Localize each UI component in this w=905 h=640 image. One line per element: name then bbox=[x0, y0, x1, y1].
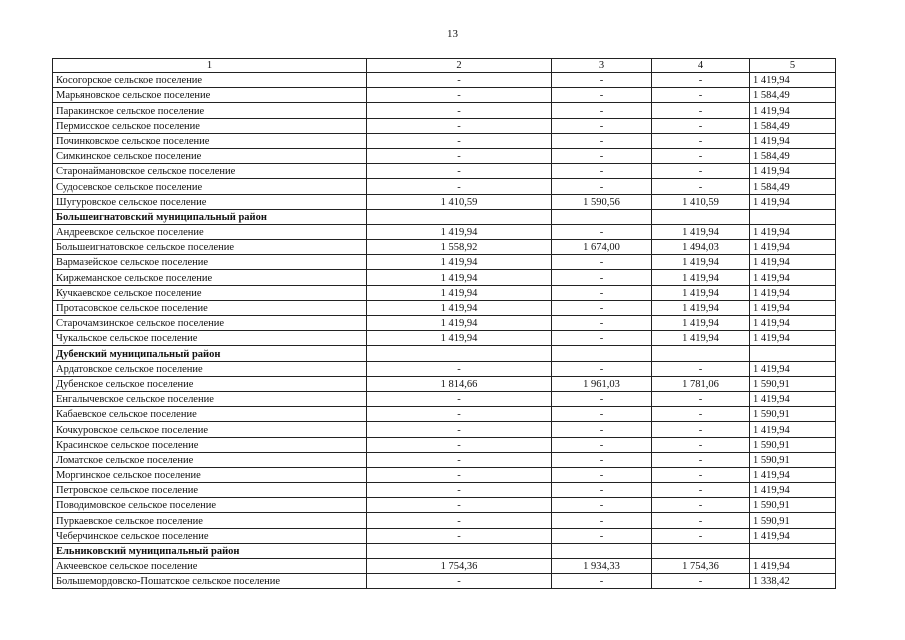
value-col-3-cell: - bbox=[552, 88, 652, 103]
value-col-3-cell: - bbox=[552, 513, 652, 528]
value-col-5-cell: 1 584,49 bbox=[750, 118, 836, 133]
settlement-name-cell: Андреевское сельское поселение bbox=[53, 224, 367, 239]
settlement-name-cell: Косогорское сельское поселение bbox=[53, 73, 367, 88]
column-header-5: 5 bbox=[750, 59, 836, 73]
settlement-name-cell: Судосевское сельское поселение bbox=[53, 179, 367, 194]
value-col-4-cell: - bbox=[652, 422, 750, 437]
table-row bbox=[53, 376, 836, 391]
value-col-5-cell bbox=[750, 346, 836, 361]
table-row bbox=[53, 559, 836, 574]
value-col-4-cell bbox=[652, 209, 750, 224]
settlement-name-cell: Пермисское сельское поселение bbox=[53, 118, 367, 133]
value-col-2-cell: - bbox=[367, 483, 552, 498]
value-col-2-cell: - bbox=[367, 148, 552, 163]
table-row bbox=[53, 270, 836, 285]
value-col-4-cell: - bbox=[652, 103, 750, 118]
district-header-row bbox=[53, 543, 836, 558]
value-col-3-cell: - bbox=[552, 331, 652, 346]
value-col-3-cell bbox=[552, 346, 652, 361]
value-col-5-cell: 1 419,94 bbox=[750, 316, 836, 331]
value-col-5-cell: 1 338,42 bbox=[750, 574, 836, 589]
value-col-2-cell: 1 558,92 bbox=[367, 240, 552, 255]
table-row bbox=[53, 194, 836, 209]
value-col-5-cell: 1 419,94 bbox=[750, 361, 836, 376]
value-col-2-cell: - bbox=[367, 452, 552, 467]
value-col-3-cell: - bbox=[552, 285, 652, 300]
value-col-4-cell: 1 754,36 bbox=[652, 559, 750, 574]
value-col-5-cell: 1 419,94 bbox=[750, 285, 836, 300]
value-col-4-cell: - bbox=[652, 179, 750, 194]
value-col-2-cell: - bbox=[367, 118, 552, 133]
table-row bbox=[53, 498, 836, 513]
settlement-name-cell: Большемордовско-Пошатское сельское поселение bbox=[53, 574, 367, 589]
value-col-3-cell bbox=[552, 543, 652, 558]
settlement-name-cell: Чукальское сельское поселение bbox=[53, 331, 367, 346]
table-row bbox=[53, 437, 836, 452]
column-number-header-row bbox=[53, 59, 836, 73]
district-header-row bbox=[53, 209, 836, 224]
value-col-4-cell: - bbox=[652, 437, 750, 452]
value-col-5-cell: 1 590,91 bbox=[750, 437, 836, 452]
value-col-2-cell: - bbox=[367, 574, 552, 589]
value-col-5-cell: 1 419,94 bbox=[750, 528, 836, 543]
value-col-3-cell: - bbox=[552, 361, 652, 376]
value-col-4-cell bbox=[652, 543, 750, 558]
value-col-3-cell: - bbox=[552, 270, 652, 285]
value-col-2-cell bbox=[367, 209, 552, 224]
settlement-name-cell: Кабаевское сельское поселение bbox=[53, 407, 367, 422]
district-name-cell: Большеигнатовский муниципальный район bbox=[53, 209, 367, 224]
table-row bbox=[53, 483, 836, 498]
table-row bbox=[53, 528, 836, 543]
value-col-5-cell: 1 590,91 bbox=[750, 407, 836, 422]
value-col-5-cell: 1 584,49 bbox=[750, 88, 836, 103]
value-col-5-cell: 1 419,94 bbox=[750, 103, 836, 118]
table-row bbox=[53, 240, 836, 255]
settlement-name-cell: Моргинское сельское поселение bbox=[53, 467, 367, 482]
value-col-3-cell: - bbox=[552, 300, 652, 315]
value-col-3-cell: - bbox=[552, 164, 652, 179]
value-col-4-cell: - bbox=[652, 88, 750, 103]
table-body bbox=[53, 73, 836, 589]
value-col-5-cell: 1 419,94 bbox=[750, 422, 836, 437]
value-col-4-cell: - bbox=[652, 574, 750, 589]
value-col-4-cell: 1 419,94 bbox=[652, 300, 750, 315]
table-row bbox=[53, 255, 836, 270]
value-col-3-cell: - bbox=[552, 483, 652, 498]
value-col-4-cell: 1 419,94 bbox=[652, 224, 750, 239]
table-row bbox=[53, 103, 836, 118]
settlement-name-cell: Починковское сельское поселение bbox=[53, 133, 367, 148]
value-col-5-cell: 1 419,94 bbox=[750, 270, 836, 285]
value-col-3-cell: - bbox=[552, 422, 652, 437]
value-col-2-cell: - bbox=[367, 133, 552, 148]
value-col-4-cell: - bbox=[652, 513, 750, 528]
value-col-5-cell: 1 419,94 bbox=[750, 331, 836, 346]
column-header-1: 1 bbox=[53, 59, 367, 73]
value-col-5-cell: 1 419,94 bbox=[750, 483, 836, 498]
value-col-3-cell: - bbox=[552, 179, 652, 194]
value-col-4-cell: - bbox=[652, 164, 750, 179]
table-row bbox=[53, 407, 836, 422]
value-col-4-cell: - bbox=[652, 118, 750, 133]
value-col-4-cell: - bbox=[652, 407, 750, 422]
value-col-2-cell: - bbox=[367, 437, 552, 452]
settlement-name-cell: Ардатовское сельское поселение bbox=[53, 361, 367, 376]
settlement-name-cell: Старонаймановское сельское поселение bbox=[53, 164, 367, 179]
value-col-2-cell: 1 419,94 bbox=[367, 331, 552, 346]
table-row bbox=[53, 118, 836, 133]
table-row bbox=[53, 391, 836, 406]
value-col-5-cell bbox=[750, 543, 836, 558]
value-col-2-cell: 1 410,59 bbox=[367, 194, 552, 209]
district-name-cell: Ельниковский муниципальный район bbox=[53, 543, 367, 558]
value-col-4-cell: - bbox=[652, 498, 750, 513]
value-col-2-cell: 1 419,94 bbox=[367, 224, 552, 239]
settlement-name-cell: Поводимовское сельское поселение bbox=[53, 498, 367, 513]
table-row bbox=[53, 422, 836, 437]
value-col-5-cell: 1 419,94 bbox=[750, 467, 836, 482]
value-col-4-cell: - bbox=[652, 133, 750, 148]
settlement-name-cell: Шугуровское сельское поселение bbox=[53, 194, 367, 209]
value-col-5-cell: 1 419,94 bbox=[750, 164, 836, 179]
table-row bbox=[53, 73, 836, 88]
value-col-3-cell: - bbox=[552, 224, 652, 239]
table-row bbox=[53, 452, 836, 467]
value-col-3-cell: 1 934,33 bbox=[552, 559, 652, 574]
value-col-3-cell: - bbox=[552, 73, 652, 88]
value-col-2-cell: - bbox=[367, 361, 552, 376]
value-col-4-cell: 1 419,94 bbox=[652, 331, 750, 346]
table-row bbox=[53, 148, 836, 163]
settlement-name-cell: Вармазейское сельское поселение bbox=[53, 255, 367, 270]
settlement-name-cell: Кучкаевское сельское поселение bbox=[53, 285, 367, 300]
value-col-5-cell: 1 590,91 bbox=[750, 452, 836, 467]
settlement-name-cell: Красинское сельское поселение bbox=[53, 437, 367, 452]
settlement-name-cell: Протасовское сельское поселение bbox=[53, 300, 367, 315]
column-header-4: 4 bbox=[652, 59, 750, 73]
value-col-2-cell: - bbox=[367, 422, 552, 437]
value-col-4-cell: 1 410,59 bbox=[652, 194, 750, 209]
value-col-2-cell bbox=[367, 346, 552, 361]
value-col-3-cell: - bbox=[552, 255, 652, 270]
value-col-5-cell: 1 590,91 bbox=[750, 376, 836, 391]
settlement-name-cell: Киржеманское сельское поселение bbox=[53, 270, 367, 285]
value-col-3-cell: - bbox=[552, 437, 652, 452]
value-col-5-cell: 1 419,94 bbox=[750, 194, 836, 209]
value-col-4-cell: - bbox=[652, 467, 750, 482]
value-col-5-cell: 1 419,94 bbox=[750, 255, 836, 270]
value-col-5-cell bbox=[750, 209, 836, 224]
value-col-4-cell: 1 419,94 bbox=[652, 255, 750, 270]
value-col-3-cell: 1 674,00 bbox=[552, 240, 652, 255]
table-row bbox=[53, 513, 836, 528]
settlement-name-cell: Пуркаевское сельское поселение bbox=[53, 513, 367, 528]
value-col-5-cell: 1 419,94 bbox=[750, 391, 836, 406]
settlement-name-cell: Старочамзинское сельское поселение bbox=[53, 316, 367, 331]
value-col-3-cell: - bbox=[552, 133, 652, 148]
value-col-2-cell: 1 419,94 bbox=[367, 316, 552, 331]
value-col-2-cell: 1 419,94 bbox=[367, 285, 552, 300]
settlement-name-cell: Акчеевское сельское поселение bbox=[53, 559, 367, 574]
district-header-row bbox=[53, 346, 836, 361]
value-col-3-cell: - bbox=[552, 103, 652, 118]
table-row bbox=[53, 300, 836, 315]
value-col-4-cell bbox=[652, 346, 750, 361]
table-row bbox=[53, 224, 836, 239]
table-row bbox=[53, 164, 836, 179]
value-col-5-cell: 1 419,94 bbox=[750, 559, 836, 574]
settlement-name-cell: Ломатское сельское поселение bbox=[53, 452, 367, 467]
value-col-4-cell: - bbox=[652, 452, 750, 467]
settlement-name-cell: Симкинское сельское поселение bbox=[53, 148, 367, 163]
column-header-3: 3 bbox=[552, 59, 652, 73]
page-number: 13 bbox=[447, 28, 458, 40]
value-col-5-cell: 1 419,94 bbox=[750, 73, 836, 88]
value-col-5-cell: 1 590,91 bbox=[750, 513, 836, 528]
value-col-3-cell: - bbox=[552, 316, 652, 331]
value-col-2-cell: 1 419,94 bbox=[367, 255, 552, 270]
value-col-2-cell: 1 814,66 bbox=[367, 376, 552, 391]
settlement-name-cell: Кочкуровское сельское поселение bbox=[53, 422, 367, 437]
table-row bbox=[53, 467, 836, 482]
value-col-2-cell: - bbox=[367, 498, 552, 513]
tariff-table bbox=[52, 58, 836, 589]
value-col-5-cell: 1 419,94 bbox=[750, 240, 836, 255]
value-col-3-cell: - bbox=[552, 407, 652, 422]
value-col-3-cell: 1 961,03 bbox=[552, 376, 652, 391]
value-col-4-cell: 1 419,94 bbox=[652, 316, 750, 331]
value-col-5-cell: 1 419,94 bbox=[750, 300, 836, 315]
value-col-4-cell: - bbox=[652, 73, 750, 88]
district-name-cell: Дубенский муниципальный район bbox=[53, 346, 367, 361]
value-col-5-cell: 1 590,91 bbox=[750, 498, 836, 513]
table-row bbox=[53, 361, 836, 376]
value-col-2-cell bbox=[367, 543, 552, 558]
value-col-3-cell: - bbox=[552, 467, 652, 482]
value-col-4-cell: - bbox=[652, 528, 750, 543]
value-col-3-cell: 1 590,56 bbox=[552, 194, 652, 209]
value-col-2-cell: - bbox=[367, 467, 552, 482]
value-col-3-cell: - bbox=[552, 148, 652, 163]
settlement-name-cell: Большеигнатовское сельское поселение bbox=[53, 240, 367, 255]
value-col-3-cell: - bbox=[552, 452, 652, 467]
value-col-3-cell: - bbox=[552, 118, 652, 133]
table-row bbox=[53, 133, 836, 148]
value-col-2-cell: - bbox=[367, 407, 552, 422]
value-col-2-cell: - bbox=[367, 88, 552, 103]
settlement-name-cell: Чеберчинское сельское поселение bbox=[53, 528, 367, 543]
value-col-5-cell: 1 584,49 bbox=[750, 148, 836, 163]
settlement-name-cell: Паракинское сельское поселение bbox=[53, 103, 367, 118]
value-col-2-cell: - bbox=[367, 513, 552, 528]
value-col-2-cell: - bbox=[367, 528, 552, 543]
value-col-5-cell: 1 419,94 bbox=[750, 224, 836, 239]
value-col-2-cell: - bbox=[367, 73, 552, 88]
value-col-4-cell: 1 419,94 bbox=[652, 270, 750, 285]
value-col-3-cell: - bbox=[552, 498, 652, 513]
table-row bbox=[53, 179, 836, 194]
value-col-2-cell: - bbox=[367, 391, 552, 406]
value-col-4-cell: - bbox=[652, 148, 750, 163]
value-col-2-cell: 1 419,94 bbox=[367, 270, 552, 285]
value-col-4-cell: 1 781,06 bbox=[652, 376, 750, 391]
settlement-name-cell: Дубенское сельское поселение bbox=[53, 376, 367, 391]
settlement-name-cell: Петровское сельское поселение bbox=[53, 483, 367, 498]
value-col-2-cell: - bbox=[367, 164, 552, 179]
value-col-5-cell: 1 419,94 bbox=[750, 133, 836, 148]
value-col-5-cell: 1 584,49 bbox=[750, 179, 836, 194]
settlement-name-cell: Марьяновское сельское поселение bbox=[53, 88, 367, 103]
table-row bbox=[53, 285, 836, 300]
table-row bbox=[53, 331, 836, 346]
settlement-name-cell: Енгалычевское сельское поселение bbox=[53, 391, 367, 406]
value-col-2-cell: - bbox=[367, 179, 552, 194]
value-col-2-cell: 1 419,94 bbox=[367, 300, 552, 315]
value-col-4-cell: 1 419,94 bbox=[652, 285, 750, 300]
value-col-4-cell: - bbox=[652, 391, 750, 406]
value-col-3-cell bbox=[552, 209, 652, 224]
table-row bbox=[53, 574, 836, 589]
table-row bbox=[53, 88, 836, 103]
table-row bbox=[53, 316, 836, 331]
value-col-3-cell: - bbox=[552, 528, 652, 543]
value-col-2-cell: - bbox=[367, 103, 552, 118]
column-header-2: 2 bbox=[367, 59, 552, 73]
value-col-4-cell: - bbox=[652, 361, 750, 376]
value-col-3-cell: - bbox=[552, 391, 652, 406]
value-col-4-cell: 1 494,03 bbox=[652, 240, 750, 255]
value-col-3-cell: - bbox=[552, 574, 652, 589]
value-col-4-cell: - bbox=[652, 483, 750, 498]
value-col-2-cell: 1 754,36 bbox=[367, 559, 552, 574]
